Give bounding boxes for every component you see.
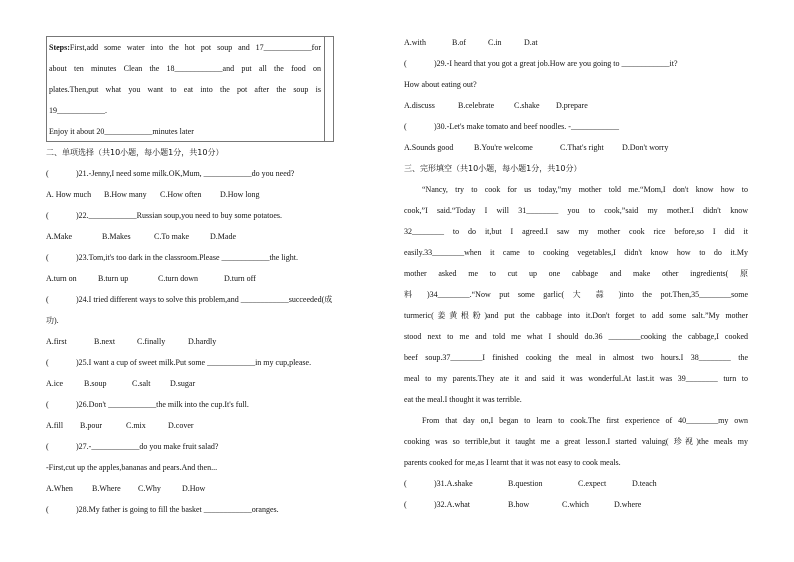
passage-line: easily.33________when it came to cooking vegetables,I didn't know how to do it.My <box>404 248 748 257</box>
question-30-options: A.Sounds good B.You're welcome C.That's right D.Don't worry <box>404 143 669 152</box>
question-22: ( )22.____________Russian soup,you need to buy some potatoes. <box>46 211 282 220</box>
question-25-options: A.ice B.soup C.salt D.sugar <box>46 379 196 388</box>
question-25: ( )25.I want a cup of sweet milk.Put some ____________in my cup,please. <box>46 358 312 367</box>
passage-line: parents cooked for me,as I learnt that it was not easy to cook meals. <box>404 458 621 467</box>
question-29-continued: How about eating out? <box>404 80 477 89</box>
steps-line-5: Enjoy it about 20____________minutes later <box>49 127 194 136</box>
question-29: ( )29.-I heard that you got a great job.How are you going to ____________it? <box>404 59 678 68</box>
question-21: ( )21.-Jenny,I need some milk.OK,Mum, ____________do you need? <box>46 169 295 178</box>
question-29-options: A.discuss B.celebrate C.shake D.prepare <box>404 101 588 110</box>
section-2-heading: 二、单项选择（共10小题，每小题1分，共10分） <box>46 148 224 157</box>
question-21-options: A. How much B.How many C.How often D.How long <box>46 190 260 199</box>
right-column <box>404 36 748 519</box>
question-31: ( )31.A.shake B.question C.expect D.teach <box>404 479 657 488</box>
passage-line: “Nancy, try to cook for us today,”my mother told me.“Mom,I don't know how to <box>422 185 748 194</box>
question-32: ( )32.A.what B.how C.which D.where <box>404 500 642 509</box>
passage-line: turmeric(姜黄根粉)and put the cabbage into it.Don't forget to add some salt.”My mother <box>404 311 748 320</box>
passage-line: eat the meal.I thought it was terrible. <box>404 395 522 404</box>
question-30: ( )30.-Let's make tomato and beef noodles. -____________ <box>404 122 619 131</box>
question-28: ( )28.My father is going to fill the basket ____________oranges. <box>46 505 279 514</box>
passage-line: 料 )34________.“Now put some garlic( 大 蒜 )into the pot.Then,35________some <box>404 290 748 299</box>
question-27: ( )27.-____________do you make fruit salad? <box>46 442 219 451</box>
steps-line-4: 19____________. <box>49 106 107 115</box>
question-24-continued: 功). <box>46 316 59 325</box>
cloze-passage <box>404 183 748 477</box>
question-24-options: A.first B.next C.finally D.hardly <box>46 337 217 346</box>
passage-line: beef soup.37________I finished cooking the meal in almost two hours.I 38________ the <box>404 353 748 362</box>
steps-box <box>46 36 334 142</box>
question-26: ( )26.Don't ____________the milk into the cup.It's full. <box>46 400 249 409</box>
passage-line: 32________ to do it,but I agreed.I saw my mother cook rice before,so I did it <box>404 227 748 236</box>
passage-line: cooking was so terrible,but it taught me a great lesson.I started valuing( 珍视)the meals my <box>404 437 748 446</box>
steps-box-side-cell <box>324 37 333 141</box>
question-26-options: A.fill B.pour C.mix D.cover <box>46 421 194 430</box>
section-3-heading: 三、完形填空（共10小题，每小题1分，共10分） <box>404 164 582 173</box>
left-column <box>46 36 334 524</box>
question-23: ( )23.Tom,it's too dark in the classroom.Please ____________the light. <box>46 253 298 262</box>
question-27-options: A.When B.Where C.Why D.How <box>46 484 206 493</box>
steps-line-2: about ten minutes Clean the 18____________and put all the food on <box>49 64 321 73</box>
question-22-options: A.Make B.Makes C.To make D.Made <box>46 232 236 241</box>
steps-line-1: Steps:First,add some water into the hot pot soup and 17____________for <box>49 43 321 52</box>
passage-line: meal to my parents.They ate it and said it was wonderful.At last.it was 39________ turn to <box>404 374 748 383</box>
passage-line: stood next to me and told me what I should do.36 ________cooking the cabbage,I cooked <box>404 332 748 341</box>
steps-line-3: plates.Then,put what you want to eat into the pot after the soup is <box>49 85 321 94</box>
question-27-continued: -First,cut up the apples,bananas and pears.And then... <box>46 463 218 472</box>
question-28-options: A.with B.of C.in D.at <box>404 38 538 47</box>
passage-line: From that day on,I began to learn to cook.The first experience of 40________my own <box>422 416 748 425</box>
passage-line: cook,”I said.“Today I will 31________ you to cook,”said my mother.I didn't know <box>404 206 748 215</box>
passage-line: mother asked me to cut up one cabbage and make other ingredients( 原 <box>404 269 748 278</box>
question-23-options: A.turn on B.turn up C.turn down D.turn off <box>46 274 256 283</box>
question-24: ( )24.I tried different ways to solve this problem,and ____________succeeded(成 <box>46 295 333 304</box>
